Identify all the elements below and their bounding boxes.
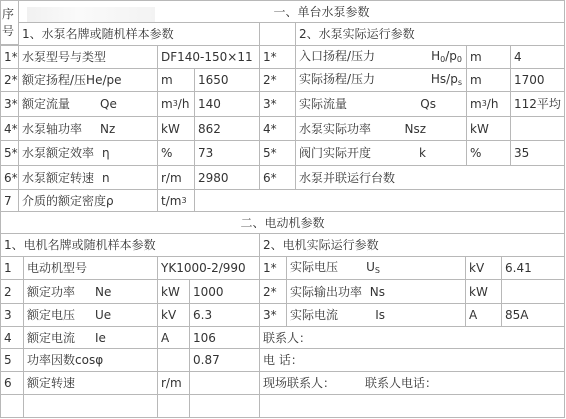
symbol: $H_0/p_0$ <box>431 49 462 64</box>
unit: kW <box>466 116 511 141</box>
value: 85A <box>501 303 565 327</box>
pump-actual-label <box>295 45 467 69</box>
value: 1650 <box>194 68 260 92</box>
row-no: 2* <box>259 279 287 304</box>
value: 4 <box>510 45 565 69</box>
contact-label: 联系人： <box>259 326 565 349</box>
blank-cell <box>23 394 158 418</box>
unit: % <box>466 140 511 166</box>
seq-header <box>0 0 19 45</box>
row-no: 5* <box>259 140 296 166</box>
motor-actual-label: 实际输出功率 Ns <box>286 279 466 304</box>
value: 1000 <box>189 279 260 304</box>
unit: kV <box>465 256 502 280</box>
pump-actual-label <box>295 68 467 92</box>
value: 6.3 <box>189 303 260 327</box>
pump-actual-label: 水泵并联运行台数 <box>295 165 565 190</box>
value <box>501 279 565 304</box>
pump-label: 水泵额定转速 n <box>18 165 158 190</box>
value: 1700 <box>510 68 565 92</box>
row-no: 3* <box>259 91 296 117</box>
phone-label: 电 话： <box>259 348 565 372</box>
motor-label: 电动机型号 <box>23 256 158 280</box>
row-no: 1* <box>259 45 296 69</box>
symbol: $U_S$ <box>366 260 380 275</box>
blank-cell <box>0 394 24 418</box>
motor-nameplate-title: 1、电机名牌或随机样本参数 <box>0 233 260 257</box>
value: 0.87 <box>189 348 260 372</box>
row-no: 3* <box>0 91 19 117</box>
pump-label: 额定流量 Qe <box>18 91 158 117</box>
seq-char-2: 号 <box>2 24 15 38</box>
pump-nameplate-title: 1、水泵名牌或随机样本参数 <box>18 22 260 46</box>
value: 140 <box>194 91 260 117</box>
value: 6.41 <box>501 256 565 280</box>
pump-label: 水泵轴功率 Nz <box>18 116 158 141</box>
row-no: 7 <box>0 189 19 212</box>
site-contact-row <box>259 371 565 395</box>
motor-actual-label: 实际电流 Is <box>286 303 466 327</box>
row-no: 3 <box>0 303 24 327</box>
value: 35 <box>510 140 565 166</box>
unit: A <box>157 326 190 349</box>
label-text: 入口扬程/压力 <box>299 49 376 63</box>
row-no: 4* <box>0 116 19 141</box>
pump-label: 额定扬程/压He/pe <box>18 68 158 92</box>
motor-label: 额定转速 <box>23 371 158 395</box>
pump-label: 介质的额定密度ρ <box>18 189 158 212</box>
row-no: 6* <box>0 165 19 190</box>
unit: m <box>157 68 195 92</box>
row-no: 6 <box>0 371 24 395</box>
site-phone-label: 联系人电话： <box>365 376 438 390</box>
unit: kW <box>157 279 190 304</box>
blank-cell <box>189 394 260 418</box>
site-contact-label: 现场联系人： <box>263 376 336 390</box>
unit: A <box>465 303 502 327</box>
unit: kW <box>157 116 195 141</box>
unit: % <box>157 140 195 166</box>
pump-label: 水泵型号与类型 <box>18 45 158 69</box>
value <box>189 371 260 395</box>
row-no: 2 <box>0 279 24 304</box>
blank-cell <box>259 22 296 46</box>
unit: t/m 3 <box>157 189 195 212</box>
symbol: $Hs/p_s$ <box>430 72 462 87</box>
row-no: 2* <box>259 68 296 92</box>
section-title-motor: 二、电动机参数 <box>0 211 565 234</box>
seq-char-1: 序 <box>2 7 15 21</box>
motor-actual-title: 2、电机实际运行参数 <box>259 233 565 257</box>
section-title-pump-text: 一、单台水泵参数 <box>273 4 370 19</box>
value: 2980 <box>194 165 260 190</box>
row-no: 1* <box>0 45 19 69</box>
row-no: 4* <box>259 116 296 141</box>
unit <box>157 348 190 372</box>
motor-label: 额定电压 Ue <box>23 303 158 327</box>
motor-actual-label: 实际电压 $U_S$ <box>286 256 466 280</box>
label-text: 实际扬程/压力 <box>299 72 376 86</box>
motor-label: 额定功率 Ne <box>23 279 158 304</box>
value: 73 <box>194 140 260 166</box>
row-no: 6* <box>259 165 296 190</box>
value <box>510 116 565 141</box>
row-no: 5 <box>0 348 24 372</box>
motor-label: 额定电流 Ie <box>23 326 158 349</box>
row-no: 1 <box>0 256 24 280</box>
value: 112平均 <box>510 91 565 117</box>
pump-actual-label: 实际流量 Qs <box>295 91 467 117</box>
row-no: 2* <box>0 68 19 92</box>
pump-label: 水泵额定效率 η <box>18 140 158 166</box>
value: 106 <box>189 326 260 349</box>
row-no: 3* <box>259 303 287 327</box>
unit: r/m <box>157 371 190 395</box>
unit: m <box>466 68 511 92</box>
motor-label: 功率因数cosφ <box>23 348 158 372</box>
pump-actual-title: 2、水泵实际运行参数 <box>295 22 565 46</box>
unit: r/m <box>157 165 195 190</box>
pump-value: DF140-150×11 <box>157 45 260 69</box>
value: 862 <box>194 116 260 141</box>
row-no: 4 <box>0 326 24 349</box>
row-no: 1* <box>259 256 287 280</box>
blank-cell <box>157 394 190 418</box>
blank-cell <box>194 189 565 212</box>
unit: m <box>466 45 511 69</box>
pump-actual-label: 阀门实际开度 k <box>295 140 467 166</box>
pump-actual-label: 水泵实际功率 Nsz <box>295 116 467 141</box>
row-no: 5* <box>0 140 19 166</box>
blank-cell <box>259 394 565 418</box>
value: YK1000-2/990 <box>157 256 260 280</box>
unit: m 3 /h <box>157 91 195 117</box>
unit: kW <box>465 279 502 304</box>
unit: m 3 /h <box>466 91 511 117</box>
unit: kV <box>157 303 190 327</box>
